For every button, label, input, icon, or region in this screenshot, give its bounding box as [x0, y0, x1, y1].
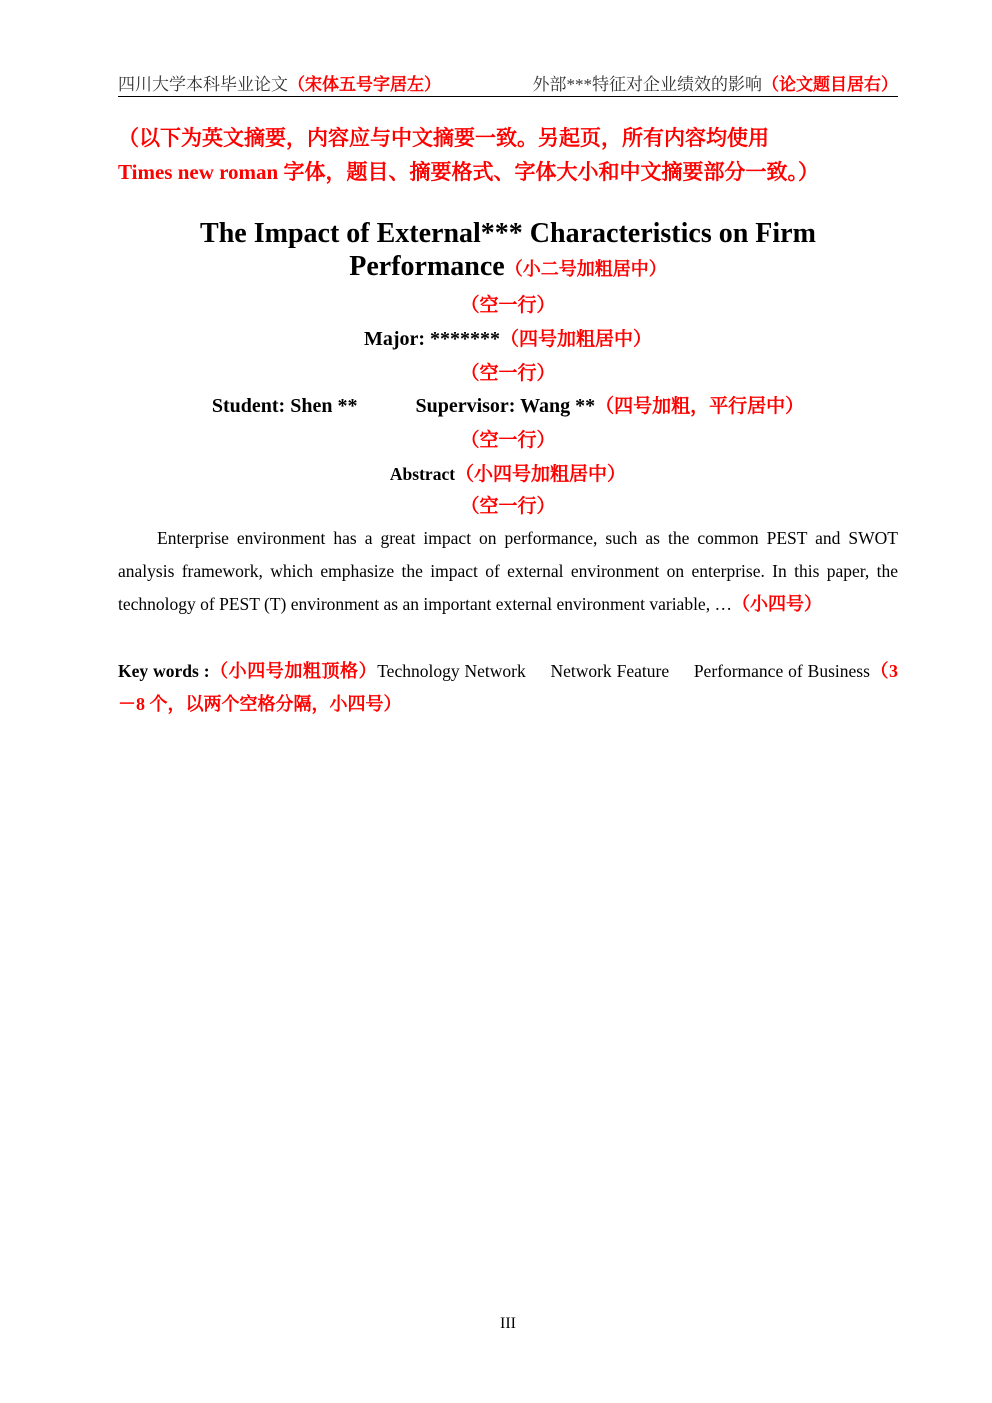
student-name: Student: Shen ** — [211, 395, 358, 417]
major-label: Major: ******* — [363, 328, 501, 350]
header-left — [118, 70, 441, 95]
header-left-note: （宋体五号字居左） — [288, 75, 441, 94]
header-title-text: 外部***特征对企业绩效的影响 — [532, 75, 762, 94]
title-line-2-wrapper — [118, 251, 898, 283]
keyword-item: Network Feature — [550, 661, 670, 681]
people-line — [118, 391, 898, 418]
keywords-note: （3－8 个，以两个空格分隔，小四号） — [118, 661, 899, 714]
keywords-label: Key words : — [118, 661, 210, 681]
instruction-line-1: （以下为英文摘要，内容应与中文摘要一致。另起页，所有内容均使用 — [118, 126, 769, 150]
keywords-paragraph — [118, 655, 898, 721]
abstract-heading: Abstract — [389, 464, 456, 484]
abstract-body-note: （小四号） — [731, 594, 822, 614]
blank-line-note-2: （空一行） — [460, 363, 556, 384]
abstract-heading-note: （小四号加粗居中） — [455, 464, 627, 485]
keyword-item: Technology Network — [377, 661, 526, 681]
abstract-heading-line — [118, 459, 898, 486]
header-right-note: （论文题目居右） — [762, 75, 898, 94]
header-school-text: 四川大学本科毕业论文 — [118, 75, 288, 94]
abstract-body — [118, 522, 898, 621]
page-header — [118, 68, 898, 97]
keywords-label-note: （小四号加粗顶格） — [209, 661, 378, 681]
instruction-line-2: Times new roman 字体，题目、摘要格式、字体大小和中文摘要部分一致。） — [118, 160, 819, 184]
keyword-item: Performance of Business — [693, 661, 870, 681]
title-note: （小二号加粗居中） — [504, 259, 667, 279]
major-note: （四号加粗居中） — [500, 329, 653, 350]
abstract-body-text: Enterprise environment has a great impact on performance, such as the common PEST and SWOT analysis framework, which emphasize the impact of external environment on enterprise. In this paper, the technology of PEST (T) environment as an important external environment variable, … — [118, 528, 898, 614]
title-line-1: The Impact of External*** Characteristics on Firm — [200, 218, 816, 249]
title-line-2: Performance — [349, 251, 505, 282]
people-note: （四号加粗，平行居中） — [595, 396, 805, 417]
supervisor-name: Supervisor: Wang ** — [415, 395, 596, 417]
blank-line-note-3: （空一行） — [460, 430, 556, 451]
blank-line-note-4: （空一行） — [460, 496, 556, 517]
blank-line-note-1: （空一行） — [460, 295, 556, 316]
major-line — [118, 324, 898, 351]
page-number: III — [500, 1315, 516, 1332]
header-right — [533, 70, 899, 95]
